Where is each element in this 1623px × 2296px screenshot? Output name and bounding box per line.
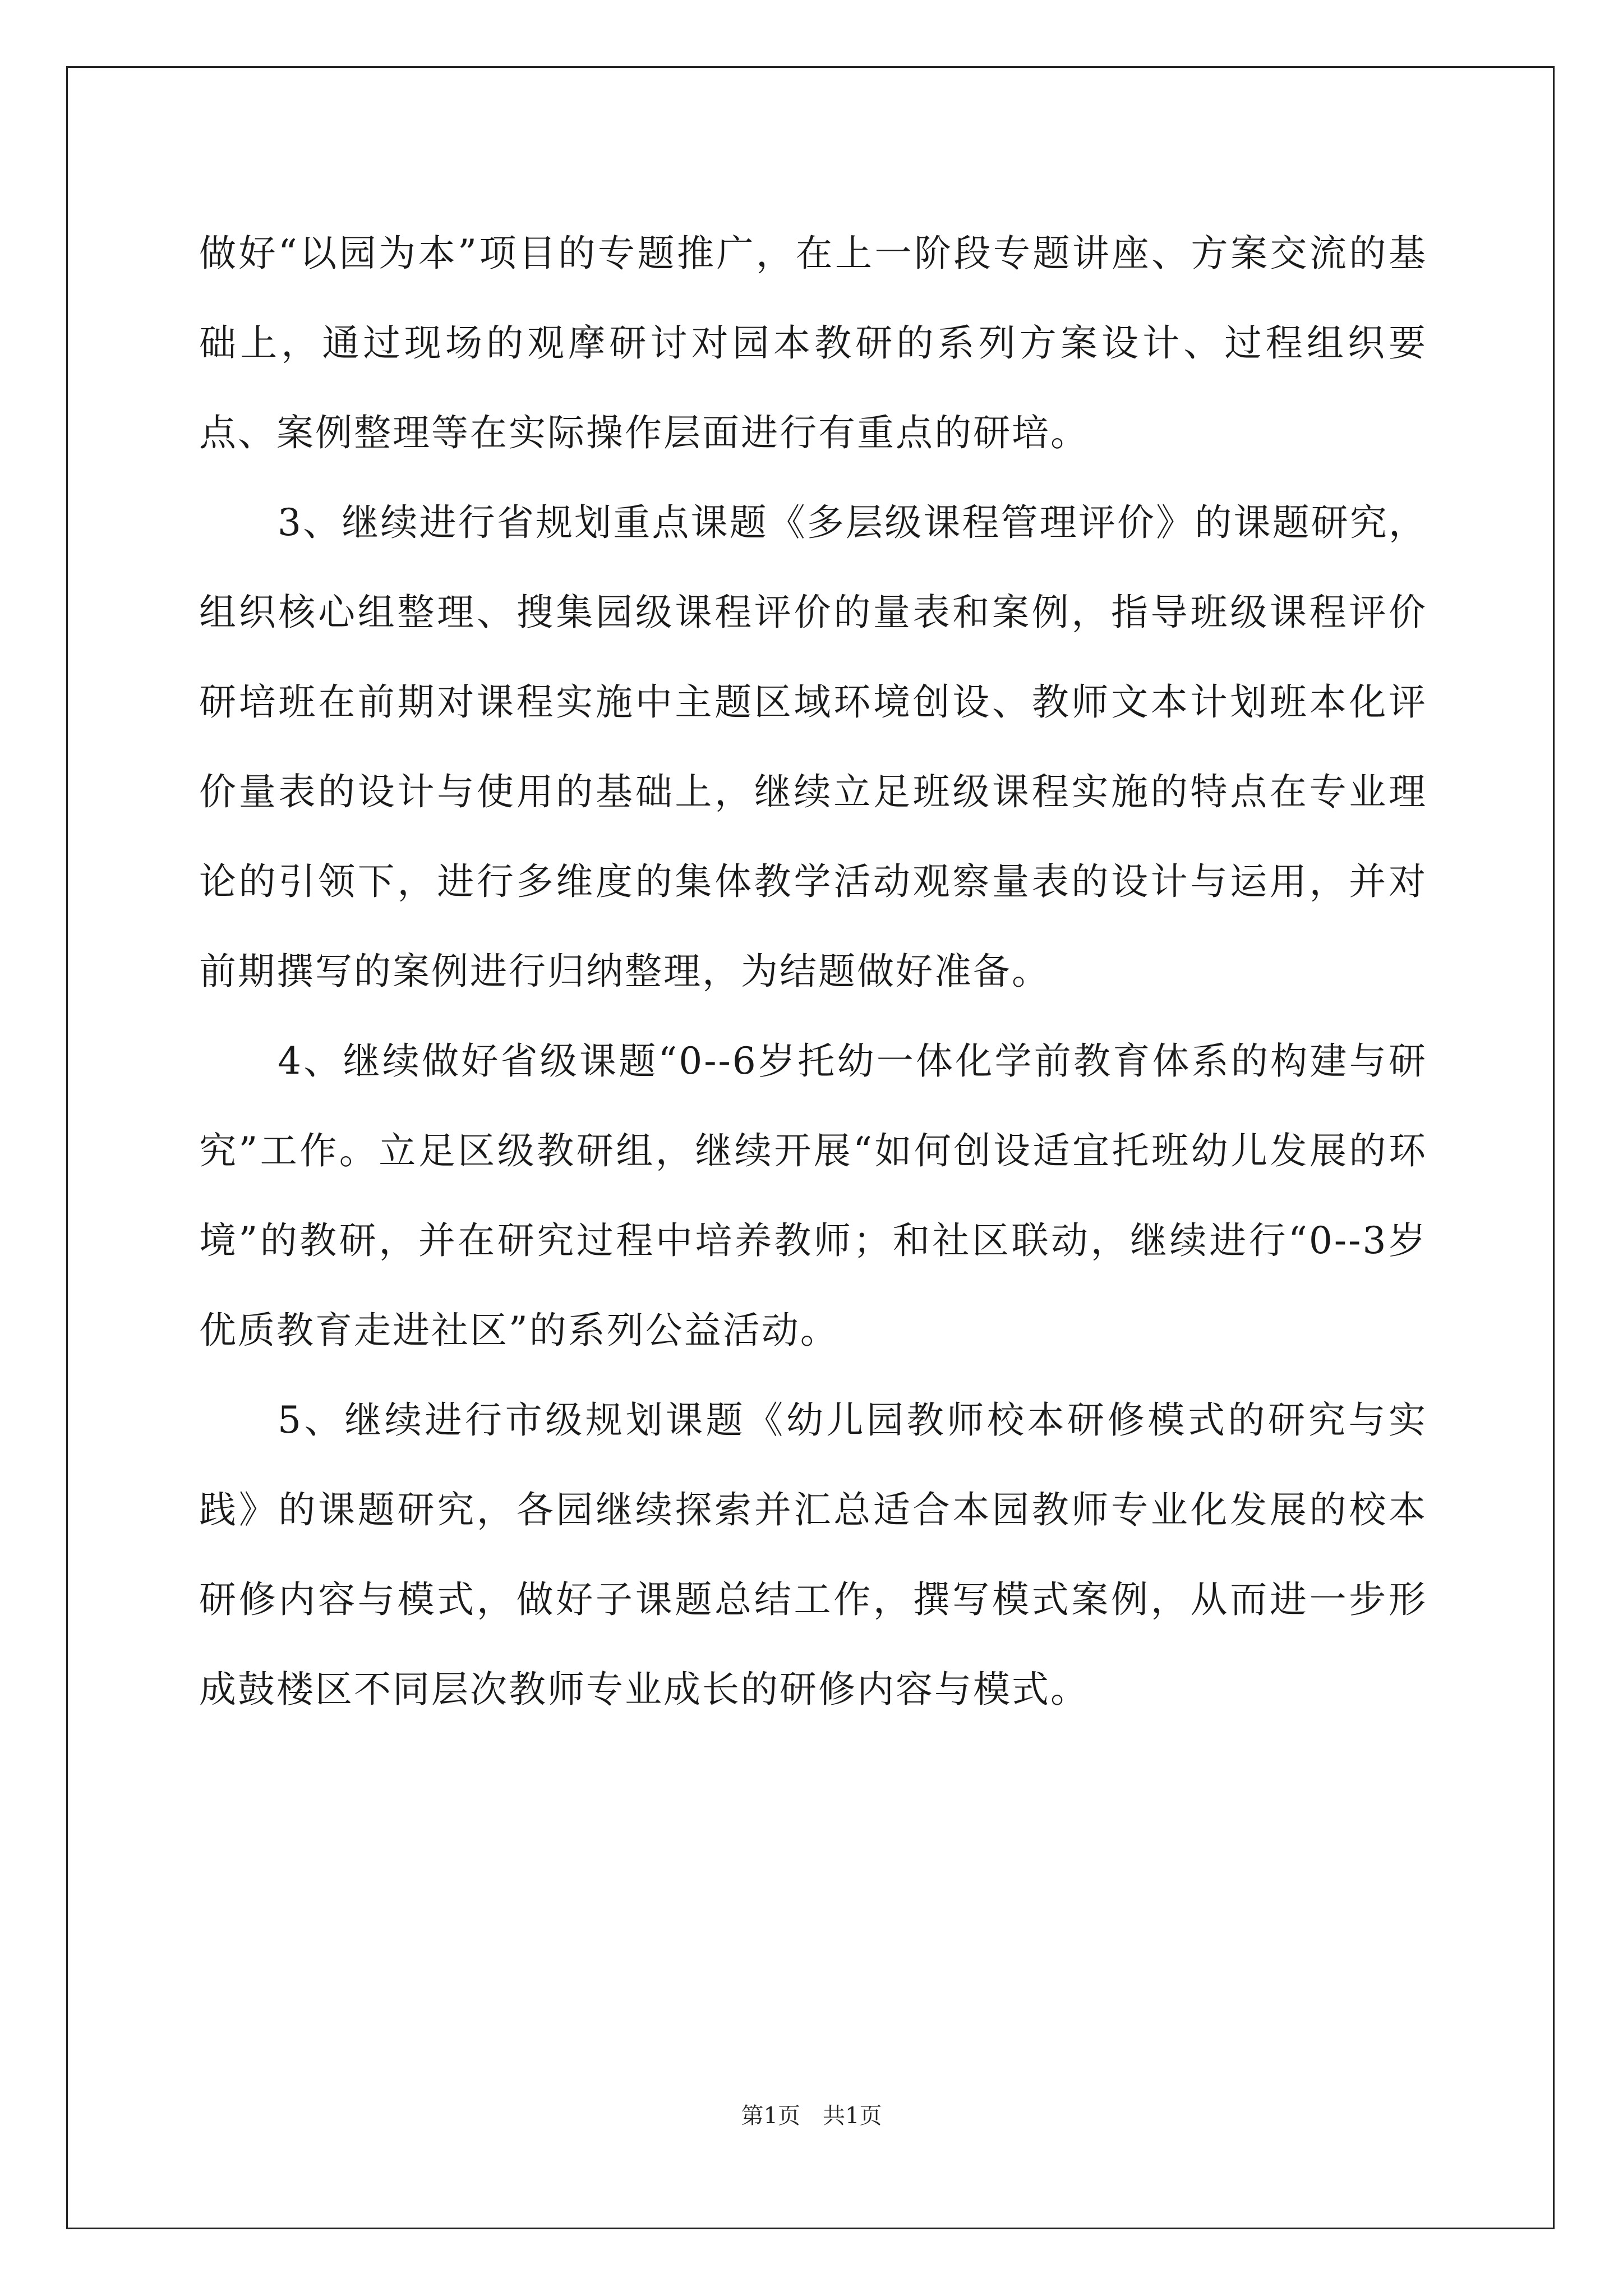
document-body: [199, 209, 1427, 1734]
paragraph-item-3: 3、继续进行省规划重点课题《多层级课程管理评价》的课题研究，组织核心组整理、搜集园级课程评价的量表和案例，指导班级课程评价研培班在前期对课程实施中主题区域环境创设、教师文本计划班本化评价量表的设计与使用的基础上，继续立足班级课程实施的特点在专业理论的引领下，进行多维度的集体教学活动观察量表的设计与运用，并对前期撰写的案例进行归纳整理，为结题做好准备。: [199, 501, 1427, 993]
page-number: 第1页: [741, 2103, 800, 2129]
page-footer: [0, 2098, 1623, 2130]
page-total: 共1页: [823, 2103, 882, 2129]
paragraph-continuation: 做好“以园为本”项目的专题推广，在上一阶段专题讲座、方案交流的基础上，通过现场的观摩研讨对园本教研的系列方案设计、过程组织要点、案例整理等在实际操作层面进行有重点的研培。: [199, 232, 1427, 454]
paragraph-item-5: 5、继续进行市级规划课题《幼儿园教师校本研修模式的研究与实践》的课题研究，各园继续探索并汇总适合本园教师专业化发展的校本研修内容与模式，做好子课题总结工作，撰写模式案例，从而进一步形成鼓楼区不同层次教师专业成长的研修内容与模式。: [199, 1398, 1427, 1711]
paragraph-item-4: 4、继续做好省级课题“0--6岁托幼一体化学前教育体系的构建与研究”工作。立足区级教研组，继续开展“如何创设适宜托班幼儿发展的环境”的教研，并在研究过程中培养教师；和社区联动，继续进行“0--3岁优质教育走进社区”的系列公益活动。: [199, 1039, 1427, 1352]
